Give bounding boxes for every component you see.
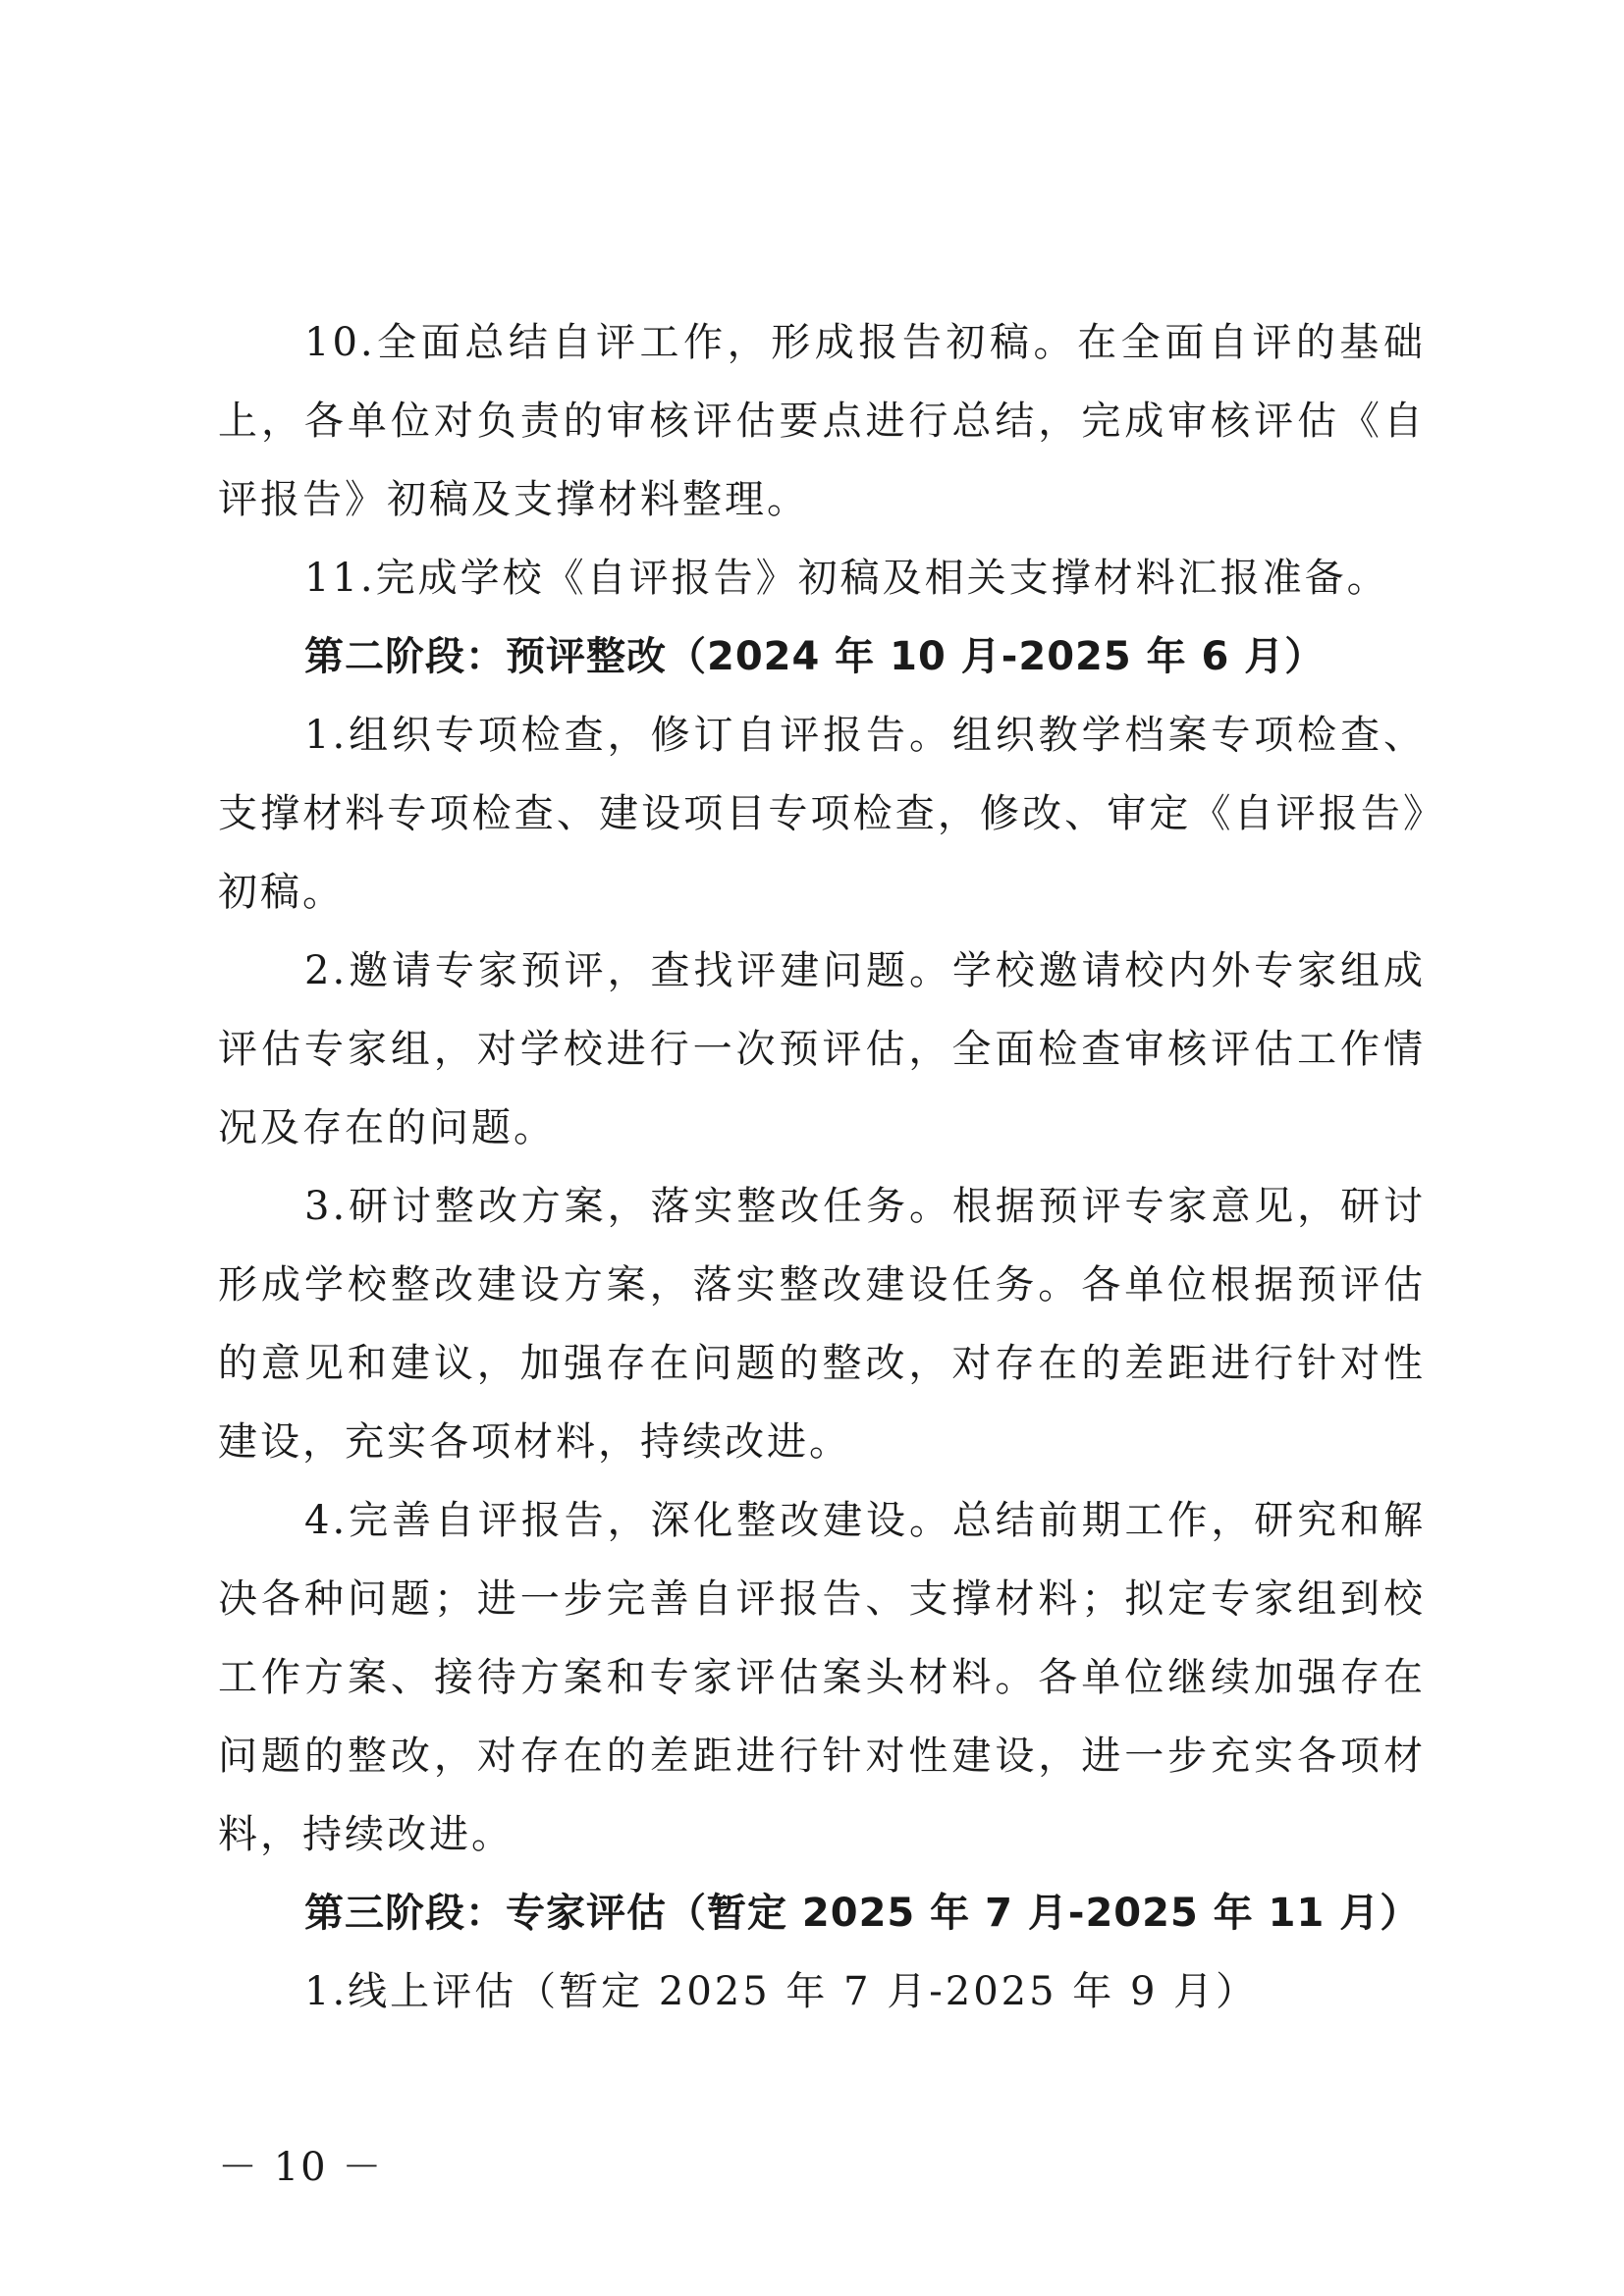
paragraph-rectification-plan: 3.研讨整改方案，落实整改任务。根据预评专家意见，研讨形成学校整改建设方案，落实整改建设任务。各单位根据预评估的意见和建议，加强存在问题的整改，对存在的差距进行针对性建设，充实各项材料，持续改进。: [218, 1184, 1426, 1465]
heading-stage-three: 第三阶段：专家评估（暂定 2025 年 7 月-2025 年 11 月）: [304, 1891, 1421, 1936]
document-body: [218, 303, 1426, 2031]
heading-stage-two: 第二阶段：预评整改（2024 年 10 月-2025 年 6 月）: [304, 634, 1326, 679]
paragraph-expert-pre-evaluation: 2.邀请专家预评，查找评建问题。学校邀请校内外专家组成评估专家组，对学校进行一次预评估，全面检查审核评估工作情况及存在的问题。: [218, 948, 1426, 1150]
page-number: － 10 －: [218, 2145, 384, 2190]
paragraph-special-inspection: 1.组织专项检查，修订自评报告。组织教学档案专项检查、支撑材料专项检查、建设项目专项检查，修改、审定《自评报告》初稿。: [218, 713, 1426, 915]
paragraph-summary-self-evaluation: 10.全面总结自评工作，形成报告初稿。在全面自评的基础上，各单位对负责的审核评估要点进行总结，完成审核评估《自评报告》初稿及支撑材料整理。: [218, 320, 1426, 522]
paragraph-online-evaluation: 1.线上评估（暂定 2025 年 7 月-2025 年 9 月）: [304, 1969, 1259, 2014]
paragraph-improve-report: 4.完善自评报告，深化整改建设。总结前期工作，研究和解决各种问题；进一步完善自评报告、支撑材料；拟定专家组到校工作方案、接待方案和专家评估案头材料。各单位继续加强存在问题的整改，对存在的差距进行针对性建设，进一步充实各项材料，持续改进。: [218, 1498, 1426, 1857]
paragraph-school-report-prep: 11.完成学校《自评报告》初稿及相关支撑材料汇报准备。: [304, 556, 1389, 601]
